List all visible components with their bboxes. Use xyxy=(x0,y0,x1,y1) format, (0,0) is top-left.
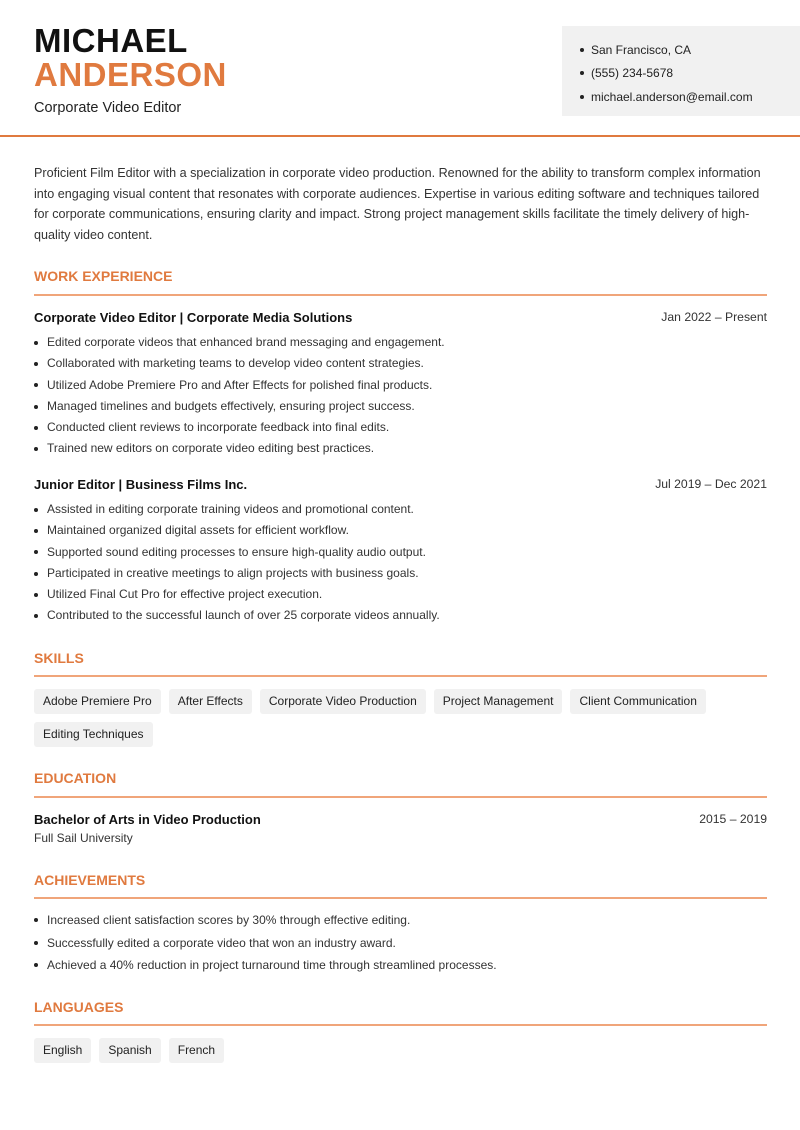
bullet-icon xyxy=(34,508,38,512)
list-item: Supported sound editing processes to ensure high-quality audio output. xyxy=(34,542,440,563)
skill-chip: Editing Techniques xyxy=(34,722,153,747)
last-name: ANDERSON xyxy=(34,56,227,93)
bullet-icon xyxy=(34,383,38,387)
contact-location: San Francisco, CA xyxy=(580,38,800,62)
language-chip: English xyxy=(34,1038,91,1063)
resume-header xyxy=(0,0,800,137)
job-bullets xyxy=(34,499,440,627)
job-title: Corporate Video Editor xyxy=(34,100,182,116)
section-divider xyxy=(34,1024,767,1026)
job-dates: Jul 2019 – Dec 2021 xyxy=(655,477,767,491)
list-item: Maintained organized digital assets for efficient workflow. xyxy=(34,520,440,541)
skill-chip: After Effects xyxy=(169,689,252,714)
skill-chip: Adobe Premiere Pro xyxy=(34,689,161,714)
list-item: Trained new editors on corporate video editing best practices. xyxy=(34,438,445,459)
bullet-icon xyxy=(34,362,38,366)
achievements-list xyxy=(34,909,497,977)
list-item: Utilized Final Cut Pro for effective project execution. xyxy=(34,584,440,605)
section-title-languages: LANGUAGES xyxy=(34,999,124,1015)
bullet-icon xyxy=(34,529,38,533)
school-name: Full Sail University xyxy=(34,831,133,845)
job-role: Corporate Video Editor | Corporate Media Solutions xyxy=(34,310,353,325)
list-item: Successfully edited a corporate video that won an industry award. xyxy=(34,932,497,955)
contact-phone: (555) 234-5678 xyxy=(580,62,800,86)
list-item: Conducted client reviews to incorporate feedback into final edits. xyxy=(34,417,445,438)
bullet-icon xyxy=(34,447,38,451)
skill-chip: Client Communication xyxy=(570,689,705,714)
section-divider xyxy=(34,294,767,296)
list-item: Managed timelines and budgets effectively, ensuring project success. xyxy=(34,396,445,417)
first-name: MICHAEL xyxy=(34,22,188,59)
bullet-icon xyxy=(34,941,38,945)
section-divider xyxy=(34,897,767,899)
education-dates: 2015 – 2019 xyxy=(699,812,767,826)
bullet-icon xyxy=(34,572,38,576)
bullet-icon xyxy=(34,405,38,409)
bullet-icon xyxy=(580,95,584,99)
languages-list xyxy=(34,1038,774,1063)
bullet-icon xyxy=(34,426,38,430)
language-chip: French xyxy=(169,1038,224,1063)
list-item: Participated in creative meetings to align projects with business goals. xyxy=(34,563,440,584)
list-item: Edited corporate videos that enhanced brand messaging and engagement. xyxy=(34,332,445,353)
section-title-education: EDUCATION xyxy=(34,770,117,786)
list-item: Achieved a 40% reduction in project turnaround time through streamlined processes. xyxy=(34,954,497,977)
skill-chip: Corporate Video Production xyxy=(260,689,426,714)
bullet-icon xyxy=(34,918,38,922)
bullet-icon xyxy=(34,963,38,967)
section-divider xyxy=(34,675,767,677)
skills-list xyxy=(34,689,774,747)
bullet-icon xyxy=(580,48,584,52)
bullet-icon xyxy=(580,71,584,75)
language-chip: Spanish xyxy=(99,1038,160,1063)
bullet-icon xyxy=(34,593,38,597)
list-item: Utilized Adobe Premiere Pro and After Effects for polished final products. xyxy=(34,375,445,396)
section-divider xyxy=(34,796,767,798)
section-title-experience: WORK EXPERIENCE xyxy=(34,268,173,284)
section-title-skills: SKILLS xyxy=(34,650,84,666)
summary: Proficient Film Editor with a specialization in corporate video production. Renowned for the ability to transform complex information into engaging visual content that resonates with corporate audiences. Expertise in various editing software and techniques tailored for corporate communications, ensuring clarity and impact. Strong project management skills facilitate the timely delivery of high-quality video content. xyxy=(34,166,761,243)
bullet-icon xyxy=(34,341,38,345)
job-role: Junior Editor | Business Films Inc. xyxy=(34,477,248,492)
degree-title: Bachelor of Arts in Video Production xyxy=(34,812,261,827)
list-item: Contributed to the successful launch of over 25 corporate videos annually. xyxy=(34,605,440,626)
list-item: Assisted in editing corporate training videos and promotional content. xyxy=(34,499,440,520)
contact-box xyxy=(562,26,800,116)
job-dates: Jan 2022 – Present xyxy=(661,310,767,324)
bullet-icon xyxy=(34,550,38,554)
contact-email[interactable]: michael.anderson@email.com xyxy=(580,85,800,109)
list-item: Increased client satisfaction scores by 30% through effective editing. xyxy=(34,909,497,932)
skill-chip: Project Management xyxy=(434,689,563,714)
job-bullets xyxy=(34,332,445,460)
list-item: Collaborated with marketing teams to develop video content strategies. xyxy=(34,353,445,374)
bullet-icon xyxy=(34,614,38,618)
section-title-achievements: ACHIEVEMENTS xyxy=(34,872,146,888)
